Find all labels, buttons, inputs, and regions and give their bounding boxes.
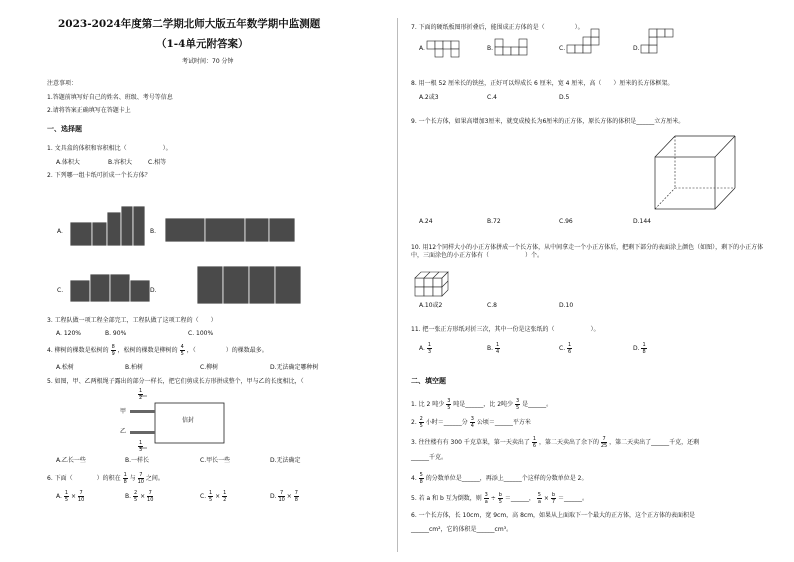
q9-option-d: D.144 — [633, 218, 651, 225]
q5-label-yi: 乙 — [120, 428, 127, 435]
q4-fraction-1: $\frac{8}{9}$ — [111, 344, 115, 357]
question-2: 2. 下列哪一组卡纸可折成一个长方体？ — [47, 172, 151, 179]
fill-question-6-cont: ______cm²，它的体积是______cm³。 — [411, 526, 513, 533]
fill-question-2: 2. $\frac{2}{5}$ 小时＝______分 $\frac{3}{4}$ 公顷＝______平方米 — [411, 416, 531, 429]
page-subtitle: （1-4单元附答案） — [156, 38, 249, 50]
section-fill-heading: 二、填空题 — [411, 377, 446, 385]
q9-option-c: C.96 — [559, 218, 573, 225]
right-column — [397, 0, 794, 562]
question-6: 6. 下面（ ）的积在 $\frac{1}{8}$ 与 $\frac{7}{10}$ 之间。 — [47, 472, 164, 485]
question-9: 9. 一个长方体，如果高增加3厘米，就变成棱长为6厘米的正方体，原长方体的体积是______立方厘米。 — [411, 118, 685, 125]
q6-option-c: C. $\frac{1}{5}$ × $\frac{1}{2}$ — [200, 490, 227, 503]
page-title: 2023-2024年度第二学期北师大版五年数学期中监测题 — [58, 18, 321, 30]
q11-option-a: A. $\frac{1}{3}$ — [419, 342, 432, 355]
q2-label-a: A. — [57, 228, 63, 235]
q11-option-c: C. $\frac{1}{6}$ — [559, 342, 572, 355]
q6-option-d: D. $\frac{7}{10}$ × $\frac{7}{8}$ — [270, 490, 298, 503]
question-3: 3. 工程队做一项工程全部完工，工程队做了这项工程的（ ） — [47, 317, 217, 324]
q3-option-a: A. 120% — [56, 330, 81, 337]
q2-label-d: D. — [150, 287, 157, 294]
q8-option-a: A.2或3 — [419, 94, 439, 101]
q10-option-c: C.8 — [487, 302, 497, 309]
q2-label-b: B. — [150, 228, 157, 235]
q6-option-b: B. $\frac{2}{5}$ × $\frac{7}{10}$ — [125, 490, 154, 503]
q11-option-b: B. $\frac{1}{4}$ — [487, 342, 500, 355]
question-11: 11. 把一张正方形纸对折三次，其中一份是这张纸的（ ）。 — [411, 326, 600, 333]
q5-label-jia: 甲 — [120, 408, 127, 415]
q4-fraction-2: $\frac{4}{5}$ — [180, 344, 184, 357]
q5-fraction-yi: $\frac{1}{3}$ — [139, 440, 143, 453]
q4-option-c: C.柳树 — [200, 364, 219, 371]
notes-heading: 注意事项： — [47, 80, 78, 87]
question-10: 10. 用12个同样大小的小正方体拼成一个长方体，从中间拿走一个小正方体后，把剩下部分的表面涂上颜色（如图），剩下的小正方体中，三面涂色的小正方体有（ ）个。 — [411, 244, 764, 259]
q3-option-b: B. 90% — [105, 330, 127, 337]
note-2: 2.请将答案正确填写在答题卡上 — [47, 107, 131, 114]
q1-option-b: B.容积大 — [108, 159, 133, 166]
q10-option-d: D.10 — [559, 302, 574, 309]
section-choice-heading: 一、选择题 — [47, 125, 82, 133]
q1-option-c: C.相等 — [148, 159, 167, 166]
fill-question-4: 4. $\frac{5}{8}$ 的分数单位是______，再添上______个这样的分数单位是 2。 — [411, 472, 588, 485]
q5-option-d: D.无法确定 — [270, 457, 301, 464]
q8-option-c: C.4 — [487, 94, 497, 101]
q7-label-a: A. — [419, 45, 425, 52]
q6-option-a: A. $\frac{1}{5}$ × $\frac{7}{10}$ — [56, 490, 85, 503]
q5-box-label: 信封 — [182, 417, 195, 424]
fill-question-3: 3. 往往楼有有 300 千克草果，第一天卖出了 $\frac{1}{6}$ ，第二天卖出了余下的 $\frac{7}{25}$ ，第二天卖出了______千克，还剩 — [411, 436, 700, 449]
q5-fraction-jia: $\frac{1}{2}$ — [139, 388, 143, 401]
q3-option-c: C. 100% — [188, 330, 214, 337]
q7-label-d: D. — [633, 45, 640, 52]
question-5: 5. 如图，甲、乙两根绳子露出的部分一样长，把它们剪成长方形拼成整个，甲与乙的长度相比，（ — [47, 378, 304, 385]
q7-label-c: C. — [559, 45, 566, 52]
note-1: 1.答题前填写好自己的姓名、班级、考号等信息 — [47, 94, 173, 101]
q8-option-d: D.5 — [559, 94, 570, 101]
q4-option-b: B.柏树 — [125, 364, 144, 371]
q4-option-d: D.无法确定哪种树 — [270, 364, 319, 371]
q11-option-d: D. $\frac{1}{8}$ — [633, 342, 646, 355]
q7-label-b: B. — [487, 45, 494, 52]
fill-question-1: 1. 比 2 吨少 $\frac{3}{5}$ 吨是______，比 2吨少 $\frac{3}{5}$ 是______。 — [411, 398, 553, 411]
q5-option-c: C.甲长一些 — [200, 457, 231, 464]
question-1: 1. 文具盒的体积和容积相比（ ）。 — [47, 145, 172, 152]
fill-question-3-cont: ______千克。 — [411, 454, 448, 461]
fill-question-5: 5. 若 a 和 b 互为倒数，则 $\frac{3}{a}$ ÷ $\frac{b}{5}$ ＝______， $\frac{5}{a}$ × $\frac{b}{7}$ ＝______。 — [411, 492, 588, 505]
q2-label-c: C. — [57, 287, 64, 294]
exam-time: 考试时间：70 分钟 — [182, 58, 234, 65]
fill-question-6: 6. 一个长方体，长 10cm，宽 9cm，高 8cm，如果从上面取下一个最大的正方体，这个正方体的表面积是 — [411, 512, 696, 519]
q5-option-b: B.一样长 — [125, 457, 150, 464]
q9-option-b: B.72 — [487, 218, 501, 225]
question-4: 4. 柳树的棵数是松树的 $\frac{8}{9}$ ，松树的棵数是柳树的 $\frac{4}{5}$ ，（ ）的棵数最多。 — [47, 344, 268, 357]
question-8: 8. 用一根 52 厘米长的铁丝，正好可以焊成长 6 厘米，宽 4 厘米，高（ ）厘米的长方体框架。 — [411, 80, 674, 87]
q9-option-a: A.24 — [419, 218, 433, 225]
q1-option-a: A.体积大 — [56, 159, 80, 166]
question-7: 7. 下面的硬纸板图形折叠后，能围成正方体的是（ ）。 — [411, 24, 584, 31]
q4-option-a: A.松树 — [56, 364, 74, 371]
q10-option-a: A.10或2 — [419, 302, 443, 309]
q5-option-a: A.乙长一些 — [56, 457, 86, 464]
